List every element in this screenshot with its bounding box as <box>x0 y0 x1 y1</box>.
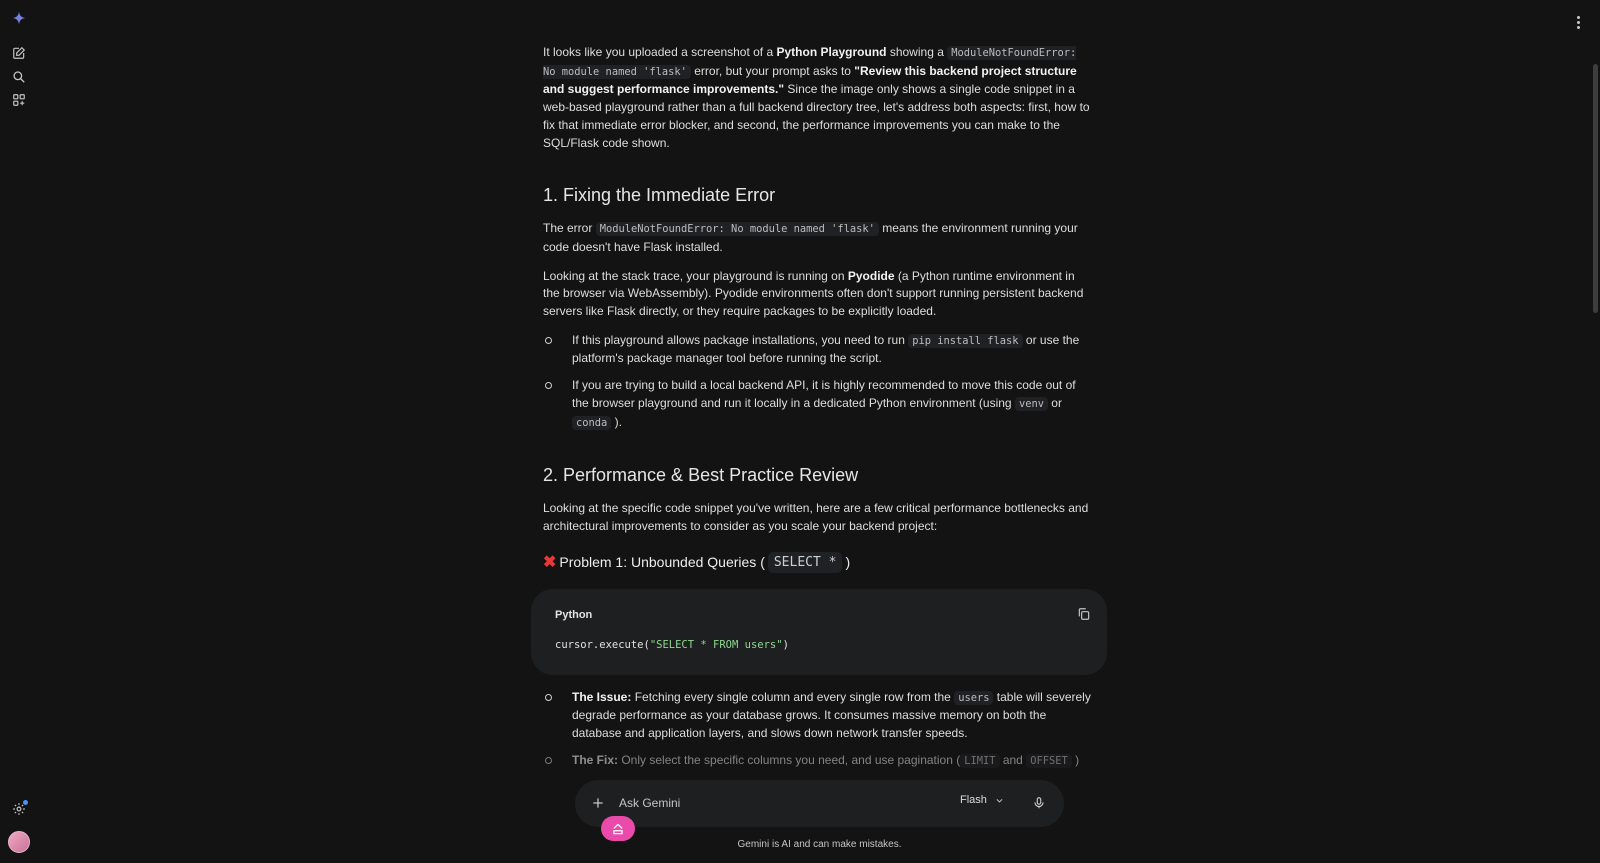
problem-heading <box>543 552 1093 574</box>
scroll-to-top-icon[interactable] <box>601 816 635 841</box>
section-heading: 1. Fixing the Immediate Error <box>543 185 776 206</box>
response-content <box>543 44 1093 780</box>
code-content <box>555 637 1083 655</box>
text: Looking at the stack trace, your playground is running on <box>543 268 848 283</box>
apps-icon[interactable] <box>10 91 28 109</box>
new-chat-icon[interactable] <box>10 44 28 62</box>
text: ) <box>845 553 851 570</box>
paragraph <box>543 268 1093 321</box>
text: Fetching every single column and every single row from the <box>631 689 955 704</box>
microphone-icon[interactable] <box>1030 794 1048 812</box>
inline-code: ModuleNotFoundError: No module named 'flask' <box>543 47 1077 78</box>
list-item <box>543 689 1093 743</box>
text: and <box>999 752 1027 767</box>
gemini-logo-icon[interactable] <box>10 9 28 27</box>
model-selector[interactable] <box>960 794 1004 806</box>
bold-text: The Issue: <box>572 689 632 704</box>
code-token: ) <box>782 639 789 652</box>
bold-text: "Review this backend project structure and suggest performance improvements." <box>543 63 1077 97</box>
more-options-icon[interactable] <box>1570 12 1586 32</box>
list-item <box>543 332 1093 368</box>
list-item <box>543 752 1093 771</box>
text: means the environment running your code doesn't have Flask installed. <box>543 221 1078 254</box>
text: If this playground allows package installations, you need to run <box>572 332 909 347</box>
inline-code: conda <box>572 416 611 430</box>
prompt-bar <box>575 780 1064 827</box>
bold-text: The Fix: <box>572 752 619 767</box>
chevron-down-icon <box>995 796 1004 805</box>
inline-code: users <box>954 691 993 705</box>
scrollbar-thumb[interactable] <box>1593 64 1598 313</box>
paragraph <box>543 220 1093 256</box>
prompt-input[interactable] <box>619 793 939 813</box>
search-icon[interactable] <box>10 68 28 86</box>
bullet-list <box>543 689 1093 771</box>
inline-code: SELECT * <box>768 552 843 574</box>
notification-dot <box>23 800 28 805</box>
bold-text: Python Playground <box>776 45 887 59</box>
text: ) <box>1071 752 1080 767</box>
inline-code: OFFSET <box>1026 754 1072 768</box>
add-attachment-icon[interactable] <box>589 794 607 812</box>
text: Only select the specific columns you need, and use pagination ( <box>618 752 961 767</box>
inline-code: venv <box>1015 397 1048 411</box>
list-item <box>543 377 1093 432</box>
text: The error <box>543 221 596 236</box>
code-language-label: Python <box>555 609 593 622</box>
cross-mark-icon: ✖ <box>543 553 557 571</box>
code-string: "SELECT * FROM users" <box>649 639 783 652</box>
text: error, but your prompt asks to <box>690 63 855 78</box>
text: (a Python runtime environment in the browser via WebAssembly). Pyodide environments often don't support running persistent backend servers like Flask directly, or they require packages to be explicitly loaded. <box>543 268 1084 319</box>
avatar[interactable] <box>8 831 30 853</box>
copy-icon[interactable] <box>1075 605 1093 623</box>
text: table will severely degrade performance as your database grows. It consumes massive memory on both the database and application layers, and slows down network transfer speeds. <box>572 689 1091 741</box>
intro-paragraph <box>543 44 1093 152</box>
text: showing a <box>886 45 948 59</box>
text: If you are trying to build a local backend API, it is highly recommended to move this code out of the browser playground and run it locally in a dedicated Python environment (using <box>572 378 1076 410</box>
bold-text: Pyodide <box>847 268 895 283</box>
text: Problem 1: Unbounded Queries ( <box>559 553 765 570</box>
inline-code: LIMIT <box>960 754 999 768</box>
paragraph: Looking at the specific code snippet you've written, here are a few critical performance bottlenecks and architectural improvements to consider as you scale your backend project: <box>543 501 1089 533</box>
text: It looks like you uploaded a screenshot of a <box>543 45 777 59</box>
text: or use the platform's package manager tool before running the script. <box>572 332 1080 366</box>
disclaimer-text: Gemini is AI and can make mistakes. <box>737 839 902 850</box>
code-token: cursor.execute( <box>555 639 650 652</box>
model-label: Flash <box>960 794 987 806</box>
text: or <box>1047 395 1062 410</box>
section-heading: 2. Performance & Best Practice Review <box>543 465 859 486</box>
text: ). <box>611 414 622 429</box>
sidebar <box>0 0 38 863</box>
settings-icon[interactable] <box>10 800 28 818</box>
text: Since the image only shows a single code snippet in a web-based playground rather than a full backend directory tree, let's address both aspects: first, how to fix that immediate error blocker, and second, the performance improvements you can make to the SQL/Flask code shown. <box>543 82 1090 150</box>
code-block <box>531 589 1107 674</box>
inline-code: pip install flask <box>908 334 1022 348</box>
inline-code: ModuleNotFoundError: No module named 'flask' <box>596 222 879 236</box>
bullet-list <box>543 332 1093 433</box>
